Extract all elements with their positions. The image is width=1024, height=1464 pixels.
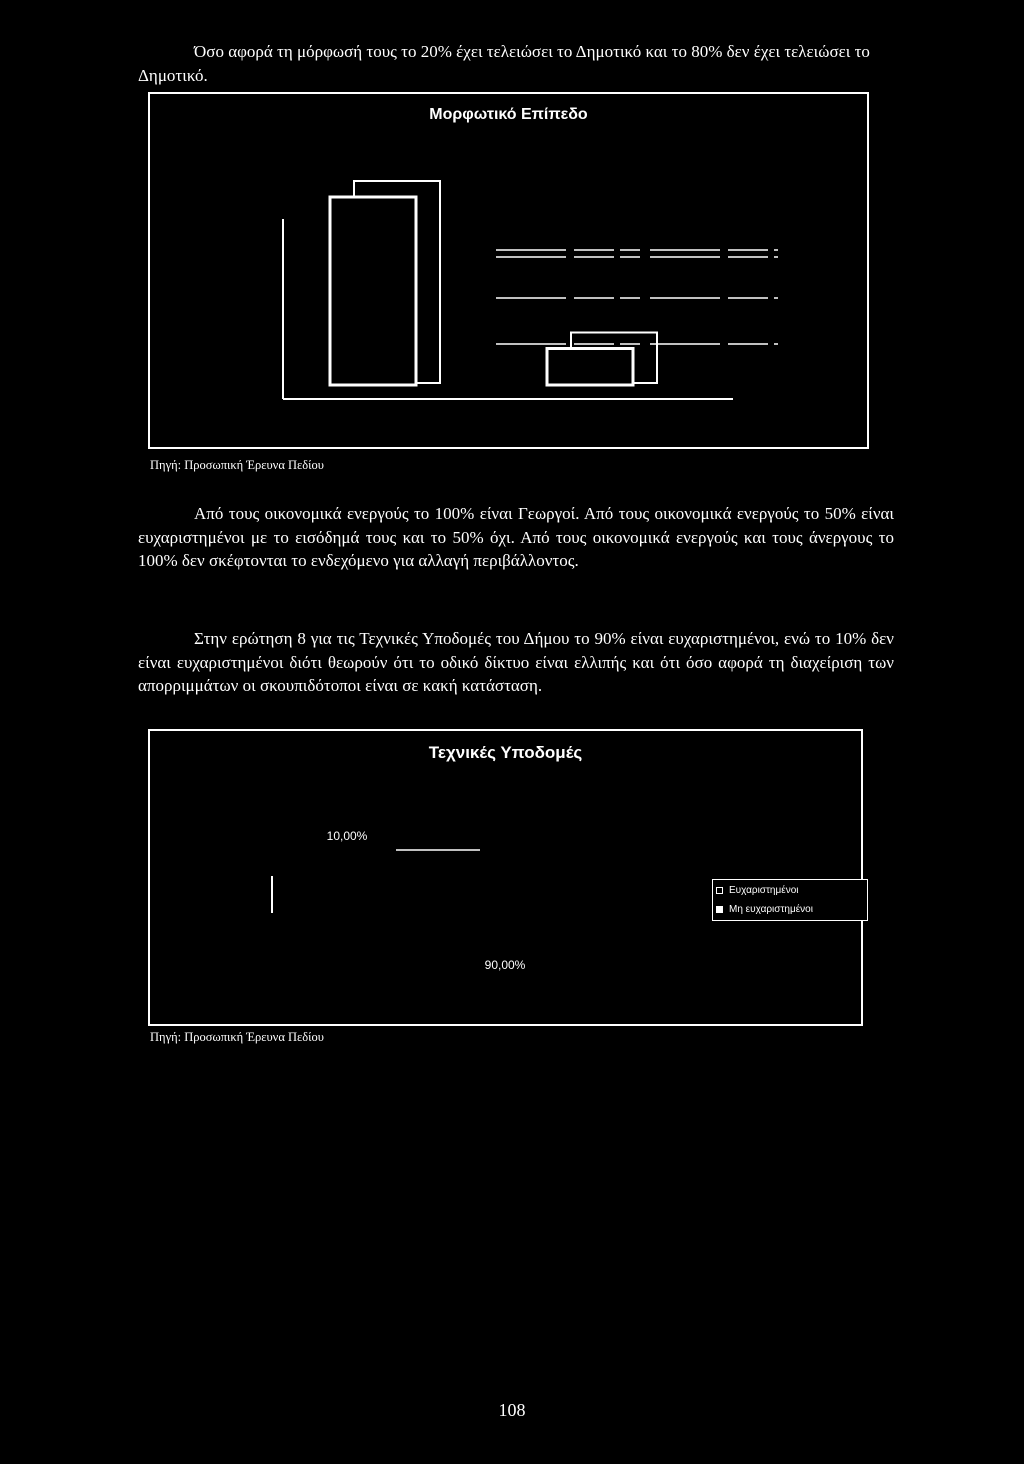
legend-swatch-not-satisfied [716, 906, 723, 913]
infrastructure-text: Στην ερώτηση 8 για τις Τεχνικές Υποδομές του Δήμου το 90% είναι ευχαριστημένοι, ενώ το 10% δεν είναι ευχαριστημένοι διότι θεωρούν ότι το οδικό δίκτυο είναι ελλιπής και ότι όσο αφορά τη διαχείριση των απορριμμάτων οι σκουπιδότοποι είναι σε κακή κατάσταση. [138, 629, 894, 695]
intro-text: Όσο αφορά τη μόρφωσή τους το 20% έχει τελειώσει το Δημοτικό και το 80% δεν έχει τελειώσει το Δημοτικό. [138, 42, 870, 85]
data-label: 90,00% [484, 958, 526, 972]
chart-legend [712, 879, 868, 921]
infrastructure-pie-plot [150, 731, 861, 1024]
legend-item-satisfied [716, 881, 864, 900]
infrastructure-chart-source: Πηγή: Προσωπική Έρευνα Πεδίου [150, 1030, 324, 1044]
page-number: 108 [498, 1400, 526, 1420]
education-chart [148, 92, 869, 449]
economic-text: Από τους οικονομικά ενεργούς το 100% είναι Γεωργοί. Από τους οικονομικά ενεργούς το 50% είναι ευχαριστημένοι με το εισόδημά τους και το 50% όχι. Από τους οικονομικά ενεργούς και τους άνεργους το 100% δεν σκέφτονται το ενδεχόμενο για αλλαγή περιβάλλοντος. [138, 504, 894, 570]
bar [330, 197, 416, 385]
infrastructure-chart [148, 729, 863, 1026]
intro-paragraph [138, 40, 894, 87]
legend-label-satisfied: Ευχαριστημένοι [729, 885, 799, 896]
education-bar-plot [150, 94, 867, 447]
legend-item-not-satisfied [716, 900, 864, 919]
bar [547, 349, 633, 386]
legend-label-not-satisfied: Μη ευχαριστημένοι [729, 904, 813, 915]
legend-swatch-satisfied [716, 887, 723, 894]
infrastructure-paragraph [138, 627, 894, 698]
education-chart-title: Μορφωτικό Επίπεδο [429, 106, 588, 123]
economic-paragraph [138, 502, 894, 573]
infrastructure-chart-title: Τεχνικές Υποδομές [428, 743, 583, 762]
data-label: 10,00% [326, 829, 368, 843]
education-chart-source: Πηγή: Προσωπική Έρευνα Πεδίου [150, 458, 324, 472]
